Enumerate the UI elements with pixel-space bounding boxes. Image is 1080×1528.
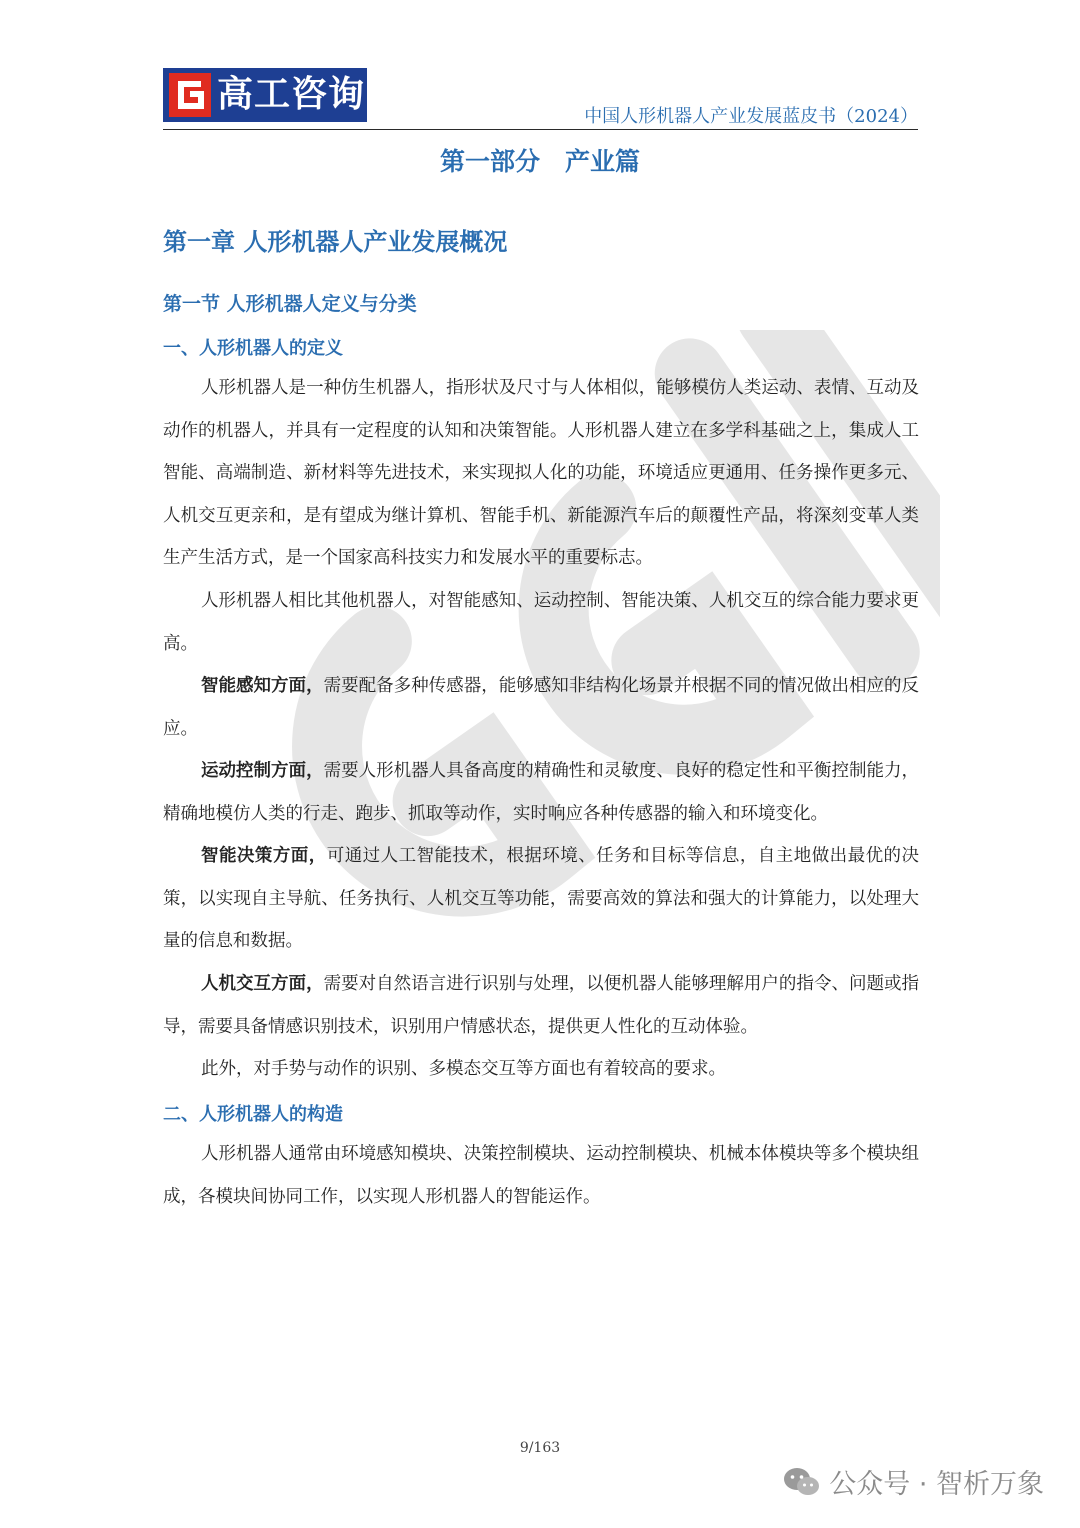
chapter-title: 第一章 人形机器人产业发展概况 [163, 228, 508, 256]
g-logo-icon [169, 73, 211, 117]
watermark-text: 公众号 · 智析万象 [829, 1469, 1044, 1500]
page-number: 9/163 [519, 1440, 561, 1456]
company-logo [163, 68, 367, 122]
paragraph-motion-control: 运动控制方面，需要人形机器人具备高度的精确性和灵敏度、良好的稳定性和平衡控制能力，精确地模仿人类的行走、跑步、抓取等动作，实时响应各种传感器的输入和环境变化。 [163, 761, 920, 824]
paragraph-definition: 人形机器人是一种仿生机器人，指形状及尺寸与人体相似，能够模仿人类运动、表情、互动及动作的机器人，并具有一定程度的认知和决策智能。人形机器人建立在多学科基础之上，集成人工智能、高端制造、新材料等先进技术，来实现拟人化的功能，环境适应更通用、任务操作更多元、人机交互更亲和，是有望成为继计算机、智能手机、新能源汽车后的颠覆性产品，将深刻变革人类生产生活方式，是一个国家高科技实力和发展水平的重要标志。 [163, 378, 919, 568]
paragraph-additional: 此外，对手势与动作的识别、多模态交互等方面也有着较高的要求。 [201, 1059, 726, 1079]
motion-control-lead: 运动控制方面， [201, 761, 324, 781]
document-title: 中国人形机器人产业发展蓝皮书（2024） [584, 106, 918, 127]
wechat-watermark [783, 1462, 1044, 1501]
decision-lead: 智能决策方面， [201, 846, 327, 866]
logo-text: 高工咨询 [217, 74, 366, 115]
section-title: 第一节 人形机器人定义与分类 [163, 293, 417, 315]
paragraph-interaction: 人机交互方面，需要对自然语言进行识别与处理，以便机器人能够理解用户的指令、问题或指导，需要具备情感识别技术，识别用户情感状态，提供更人性化的互动体验。 [163, 974, 920, 1037]
paragraph-requirements: 人形机器人相比其他机器人，对智能感知、运动控制、智能决策、人机交互的综合能力要求更高。 [163, 591, 919, 654]
subsection-definition: 一、人形机器人的定义 [163, 338, 343, 359]
part-title: 第一部分 产业篇 [439, 147, 640, 176]
paragraph-structure: 人形机器人通常由环境感知模块、决策控制模块、运动控制模块、机械本体模块等多个模块组成，各模块间协同工作，以实现人形机器人的智能运作。 [163, 1144, 919, 1207]
paragraph-decision: 智能决策方面，可通过人工智能技术，根据环境、任务和目标等信息，自主地做出最优的决策，以实现自主导航、任务执行、人机交互等功能，需要高效的算法和强大的计算能力，以处理大量的信息和数据。 [163, 846, 920, 951]
perception-lead: 智能感知方面， [201, 676, 324, 696]
wechat-icon [783, 1466, 821, 1498]
interaction-lead: 人机交互方面， [201, 974, 324, 994]
header-divider [163, 129, 918, 130]
paragraph-perception: 智能感知方面，需要配备多种传感器，能够感知非结构化场景并根据不同的情况做出相应的反应。 [163, 676, 920, 739]
subsection-structure: 二、人形机器人的构造 [163, 1104, 343, 1125]
